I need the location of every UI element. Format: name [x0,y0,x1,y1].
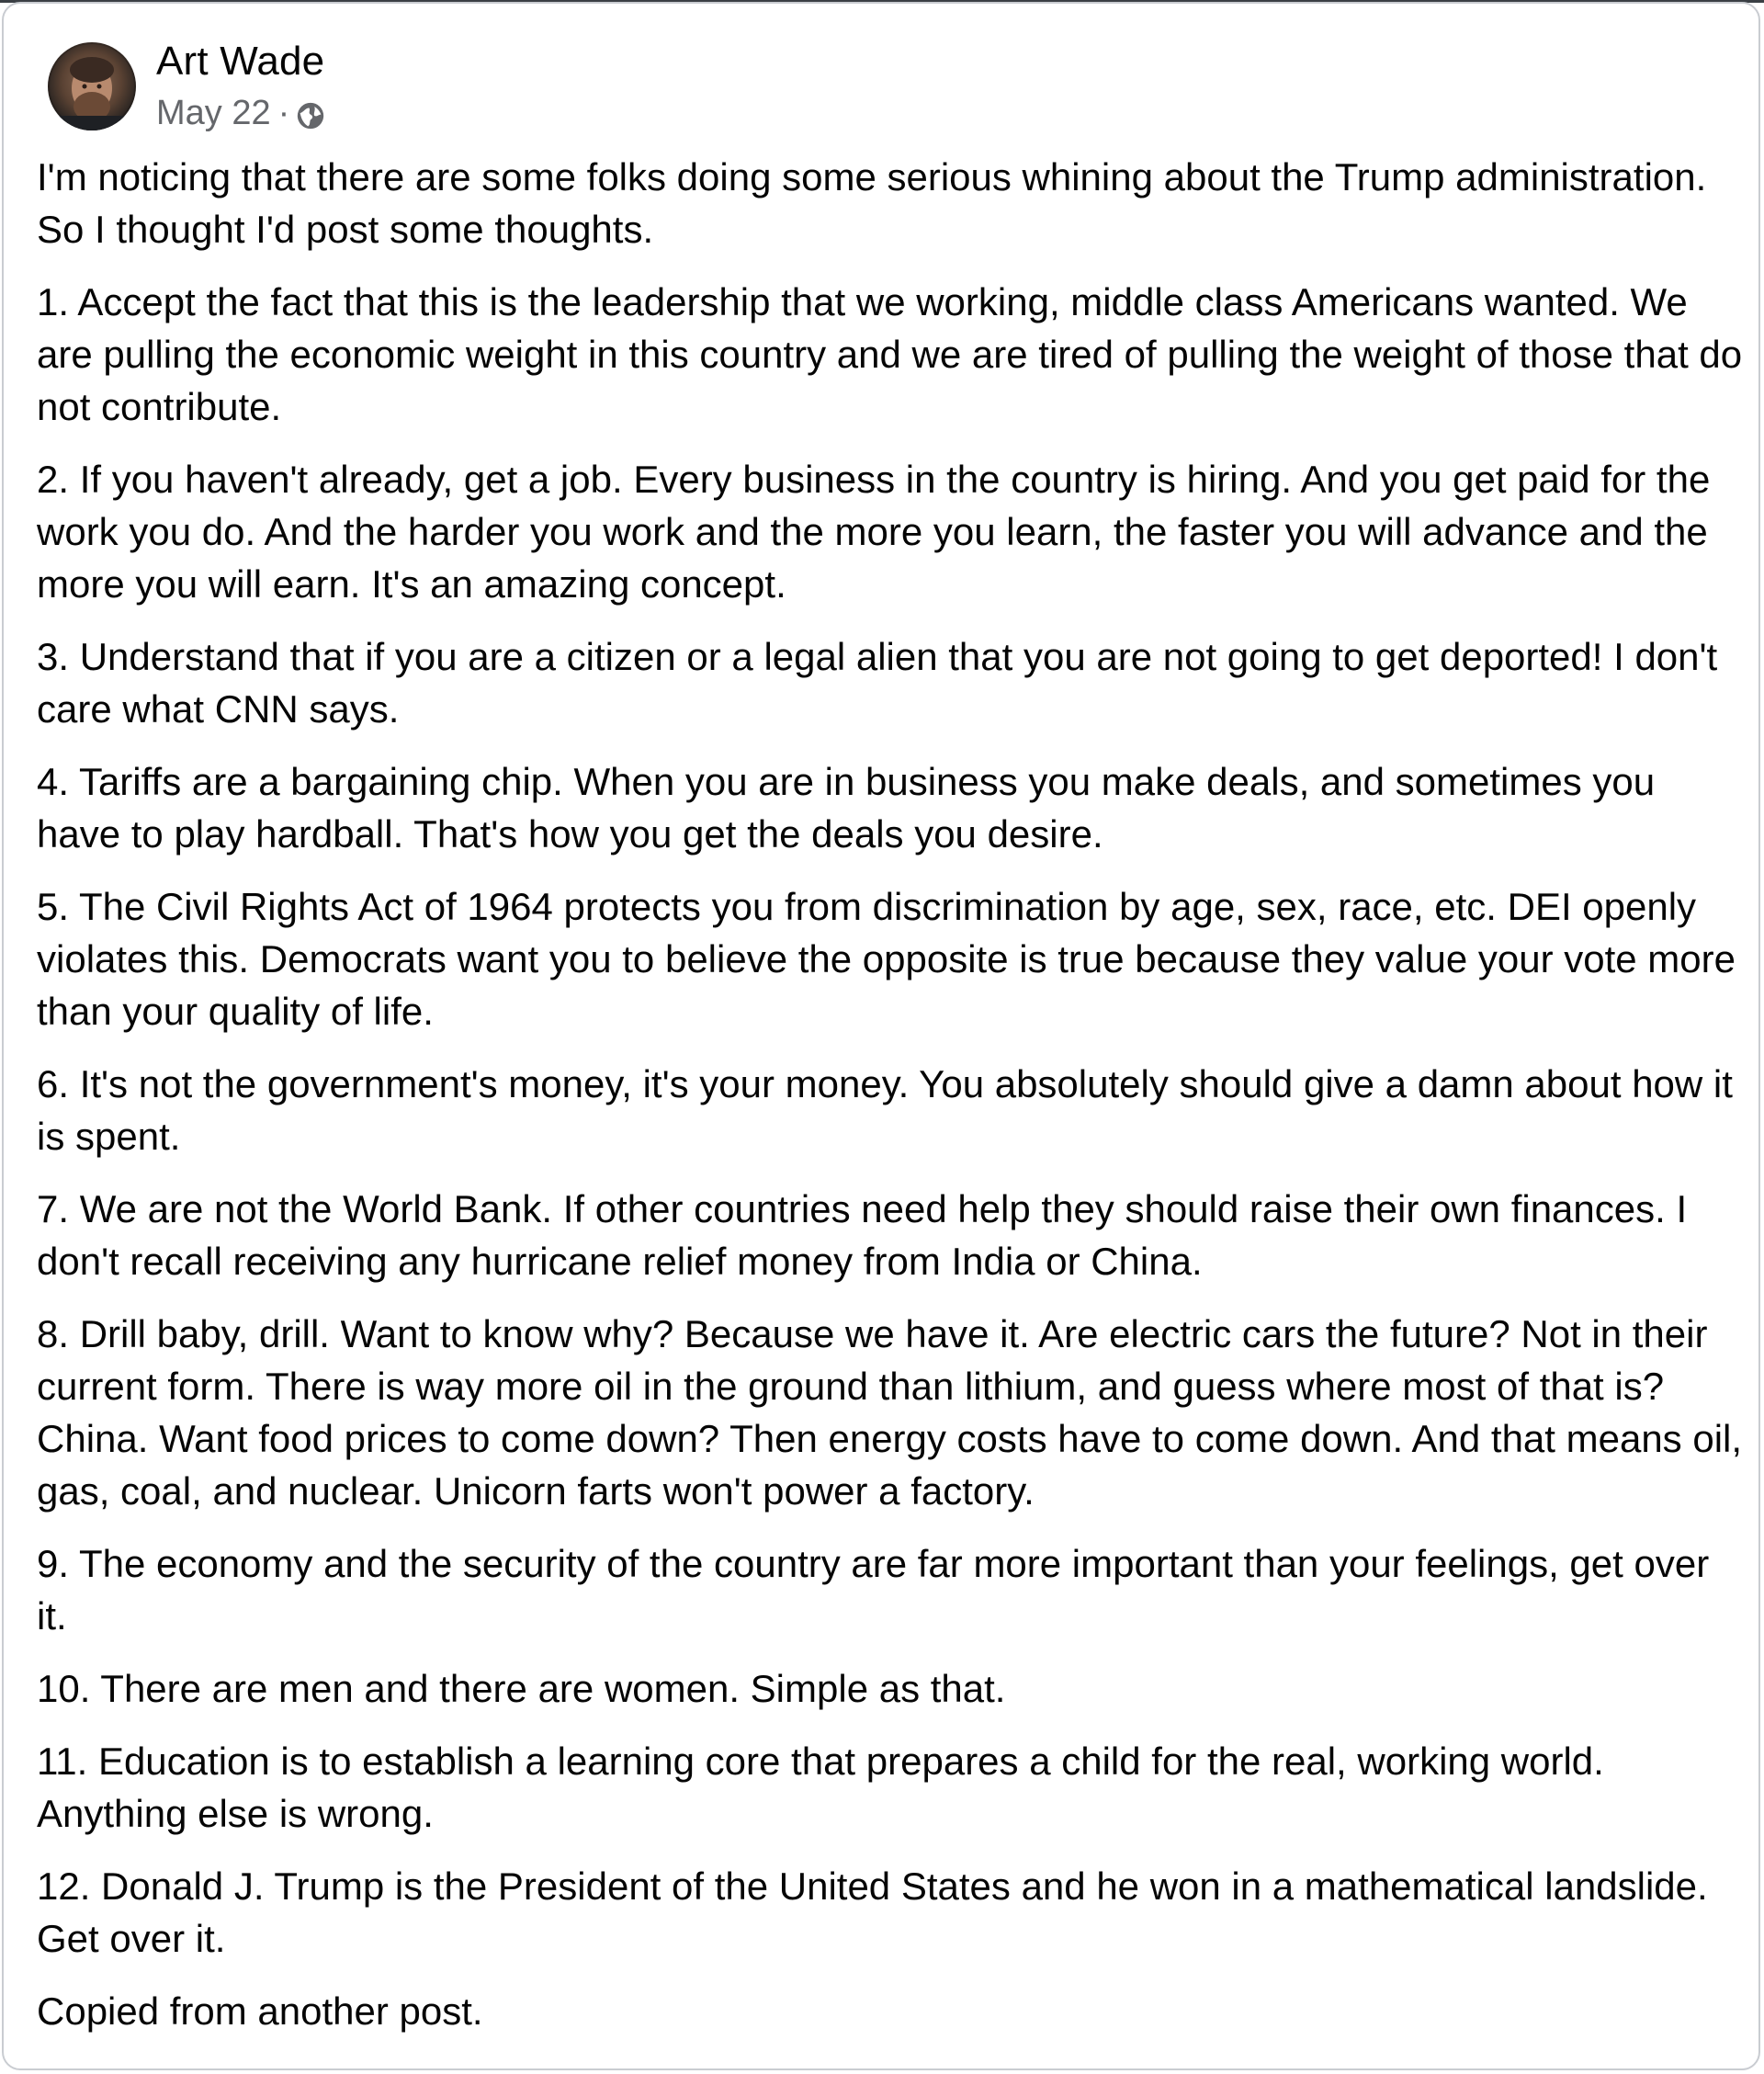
post-body [37,151,1746,2057]
post-paragraph: 7. We are not the World Bank. If other countries need help they should raise their own finances. I don't recall receiving any hurricane relief money from India or China. [37,1187,1688,1283]
author-name[interactable]: Art Wade [156,39,325,84]
post-paragraph: I'm noticing that there are some folks doing some serious whining about the Trump administration. So I thought I'd post some thoughts. [37,155,1707,251]
post-card [2,2,1760,2070]
post-paragraph: 9. The economy and the security of the country are far more important than your feelings, get over it. [37,1542,1710,1638]
post-paragraph: 3. Understand that if you are a citizen or a legal alien that you are not going to get deported! I don't care what CNN says. [37,635,1718,731]
post-paragraph: 10. There are men and there are women. Simple as that. [37,1667,1006,1710]
post-paragraph: 11. Education is to establish a learning core that prepares a child for the real, working world. Anything else is wrong. [37,1740,1604,1835]
separator-dot: · [277,94,290,132]
post-paragraph: 6. It's not the government's money, it's your money. You absolutely should give a damn about how it is spent. [37,1062,1733,1158]
avatar[interactable] [48,42,136,130]
post-subline [156,90,326,136]
post-header [48,40,326,132]
post-paragraph: 1. Accept the fact that this is the leadership that we working, middle class Americans wanted. We are pulling the economic weight in this country and we are tired of pulling the weight of those that do not contribute. [37,280,1743,428]
post-date[interactable]: May 22 [156,94,271,132]
post-paragraph: 2. If you haven't already, get a job. Every business in the country is hiring. And you get paid for the work you do. And the harder you work and the more you learn, the faster you will advance and the more you will earn. It's an amazing concept. [37,458,1711,606]
post-paragraph: 4. Tariffs are a bargaining chip. When you are in business you make deals, and sometimes you have to play hardball. That's how you get the deals you desire. [37,760,1656,856]
avatar-portrait [48,42,136,130]
post-paragraph: 12. Donald J. Trump is the President of the United States and he won in a mathematical landslide. Get over it. [37,1864,1708,1960]
post-paragraph: 5. The Civil Rights Act of 1964 protects you from discrimination by age, sex, race, etc. DEI openly violates this. Democrats want you to believe the opposite is true because they value your vote more than your quality of life. [37,885,1736,1033]
post-paragraph: 8. Drill baby, drill. Want to know why? Because we have it. Are electric cars the future? Not in their current form. There is way more oil in the ground than lithium, and guess where most of that is? China. Want food prices to come down? Then energy costs have to come down. And that means oil, gas, coal, and nuclear. Unicorn farts won't power a factory. [37,1312,1743,1513]
globe-icon[interactable] [295,97,326,129]
post-paragraph: Copied from another post. [37,1989,483,2033]
